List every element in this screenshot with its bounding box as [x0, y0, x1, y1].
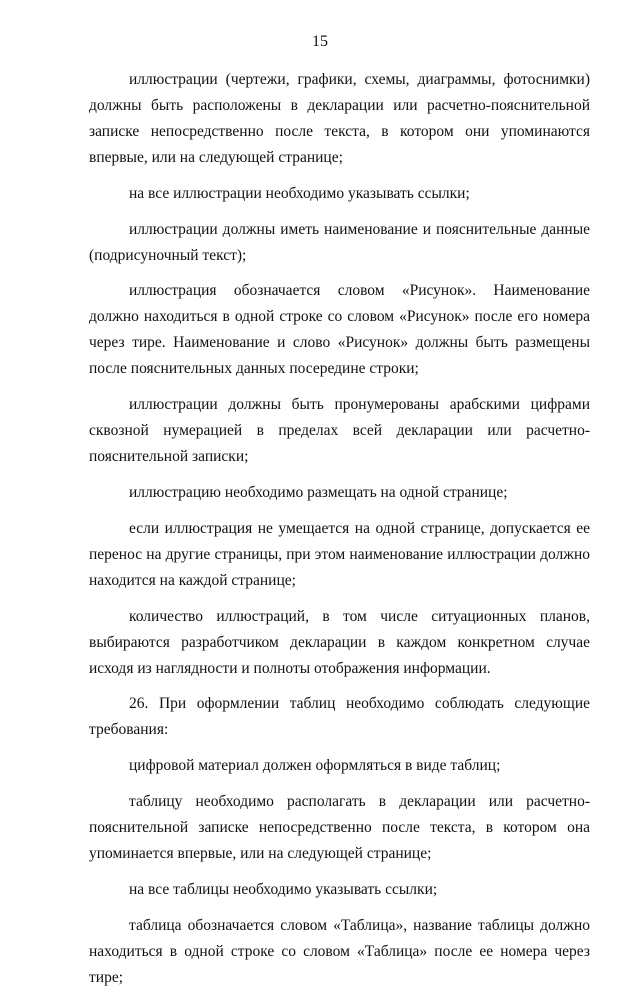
- paragraph-illustration-figure-label: иллюстрация обозначается словом «Рисунок». Наименование должно находиться в одной строке со словом «Рисунок» после его номера через тире. Наименование и слово «Рисунок» должны быть размещены после пояснительных данных посередине строки;: [89, 282, 590, 378]
- page-number: 15: [312, 33, 328, 50]
- paragraph-illustrations-placement: иллюстрации (чертежи, графики, схемы, диаграммы, фотоснимки) должны быть расположены в декларации или расчетно-пояснительной записке непосредственно после текста, в котором они упоминаются впервые, или на следующей странице;: [89, 71, 590, 166]
- paragraph-tables-references: на все таблицы необходимо указывать ссылки;: [129, 880, 438, 898]
- document-body: [89, 67, 590, 1000]
- paragraph-illustrations-references: на все иллюстрации необходимо указывать ссылки;: [129, 184, 470, 202]
- paragraph-illustrations-naming: иллюстрации должны иметь наименование и пояснительные данные (подрисуночный текст);: [89, 220, 590, 264]
- paragraph-table-label: таблица обозначается словом «Таблица», название таблицы должно находиться в одной строке со словом «Таблица» после ее номера через тире;: [89, 916, 590, 986]
- paragraph-tables-placement: таблицу необходимо располагать в декларации или расчетно-пояснительной записке непосредственно после текста, в котором она упоминается впервые, или на следующей странице;: [89, 792, 590, 862]
- paragraph-section-26-tables: 26. При оформлении таблиц необходимо соблюдать следующие требования:: [89, 695, 590, 739]
- paragraph-tables-numeric-material: цифровой материал должен оформляться в виде таблиц;: [129, 757, 501, 775]
- paragraph-illustrations-numbering: иллюстрации должны быть пронумерованы арабскими цифрами сквозной нумерацией в пределах всей декларации или расчетно-пояснительной записки;: [89, 396, 590, 466]
- paragraph-illustration-continuation: если иллюстрация не умещается на одной странице, допускается ее перенос на другие страницы, при этом наименование иллюстрации должно находится на каждой странице;: [89, 519, 590, 589]
- paragraph-illustration-single-page: иллюстрацию необходимо размещать на одной странице;: [129, 483, 508, 501]
- paragraph-illustrations-quantity: количество иллюстраций, в том числе ситуационных планов, выбираются разработчиком декларации в каждом конкретном случае исходя из наглядности и полноты отображения информации.: [89, 607, 590, 677]
